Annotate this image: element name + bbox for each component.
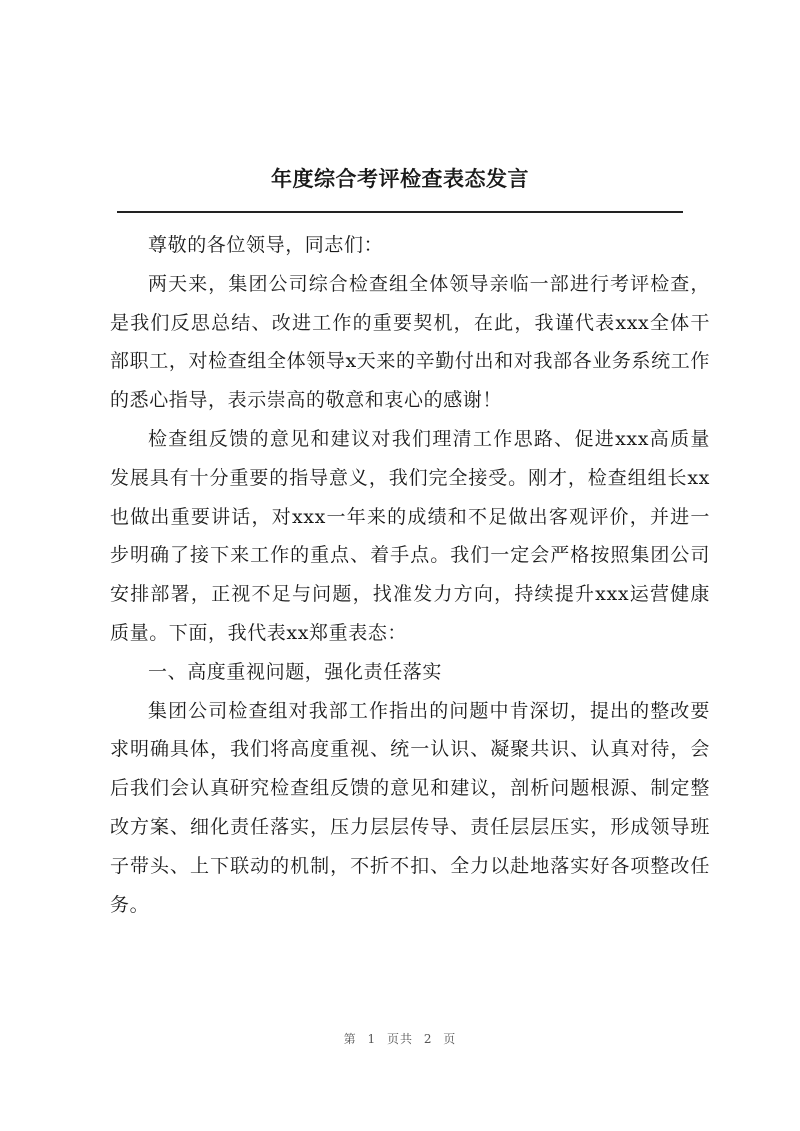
title-divider: [117, 211, 683, 213]
section-heading: 一、高度重视问题，强化责任落实: [148, 660, 443, 683]
page-label-prefix: 第: [343, 1032, 357, 1046]
current-page-number: 1: [367, 1032, 377, 1046]
body-paragraph: 检查组反馈的意见和建议对我们理清工作思路、促进xxx高质量发展具有十分重要的指导意义，我们完全接受。刚才，检查组组长xx也做出重要讲话，对xxx一年来的成绩和不足做出客观评价，并进一步明确了接下来工作的重点、着手点。我们一定会严格按照集团公司安排部署，正视不足与问题，找准发力方向，持续提升xxx运营健康质量。下面，我代表xx郑重表态：: [110, 427, 710, 644]
salutation-paragraph: 尊敬的各位领导，同志们：: [148, 234, 384, 256]
body-paragraph: 集团公司检查组对我部工作指出的问题中肯深切，提出的整改要求明确具体，我们将高度重视、统一认识、凝聚共识、认真对待，会后我们会认真研究检查组反馈的意见和建议，剖析问题根源、制定整改方案、细化责任落实，压力层层传导、责任层层压实，形成领导班子带头、上下联动的机制，不折不扣、全力以赴地落实好各项整改任务。: [110, 699, 710, 916]
page-label-middle: 页共: [386, 1032, 413, 1046]
document-title: 年度综合考评检查表态发言: [271, 166, 529, 191]
page-label-suffix: 页: [443, 1032, 457, 1046]
document-body: [110, 226, 710, 924]
total-pages-number: 2: [423, 1032, 433, 1046]
page-footer: [0, 1030, 800, 1047]
body-paragraph: 两天来，集团公司综合检查组全体领导亲临一部进行考评检查，是我们反思总结、改进工作的重要契机，在此，我谨代表xxx全体干部职工，对检查组全体领导x天来的辛勤付出和对我部各业务系统工作的悉心指导，表示崇高的敬意和衷心的感谢！: [110, 272, 710, 412]
